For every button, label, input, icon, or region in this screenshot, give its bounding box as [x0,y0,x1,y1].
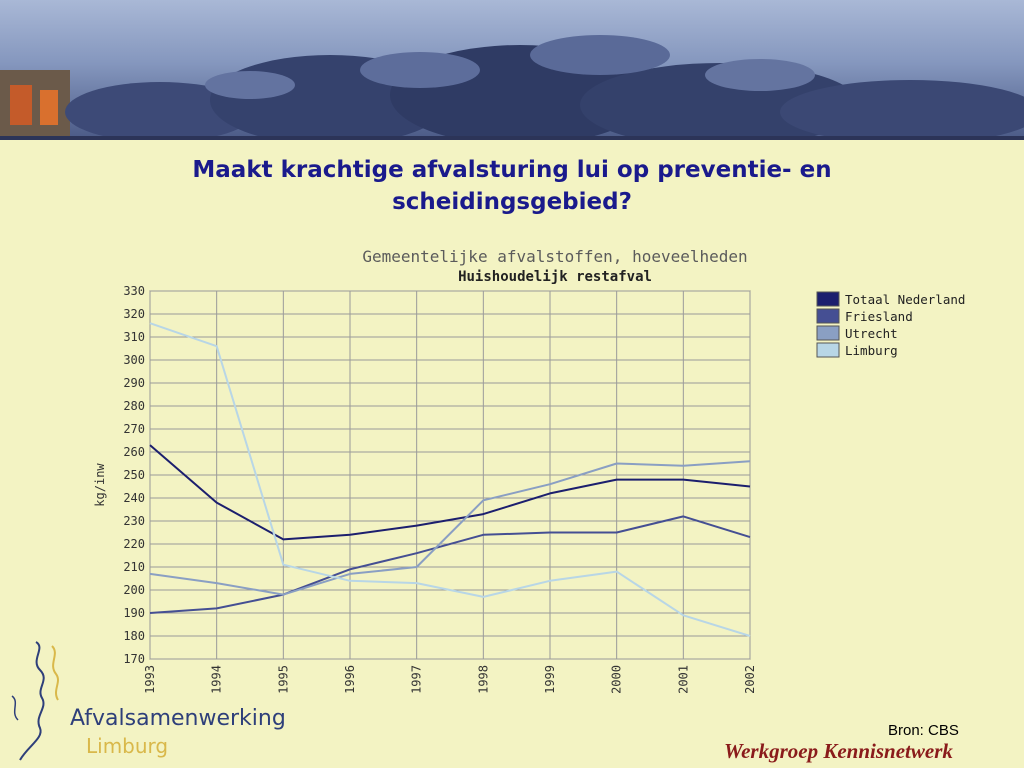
chart-subtitle: Huishoudelijk restafval [458,269,652,285]
legend-swatch [817,326,839,340]
legend [817,292,965,358]
x-tick-label: 2002 [743,665,757,694]
legend-swatch [817,292,839,306]
y-tick-label: 190 [123,606,145,620]
y-tick-label: 200 [123,583,145,597]
x-tick-label: 1998 [476,665,491,694]
x-tick-label: 1993 [143,665,157,694]
legend-label: Totaal Nederland [845,292,966,307]
y-tick-label: 230 [123,514,145,528]
logo-text-main: Afvalsamenwerking [70,706,286,731]
x-tick-label: 2000 [609,665,624,694]
y-tick-label: 240 [123,491,145,505]
x-tick-label: 1997 [409,665,424,694]
x-tick-label: 2001 [676,665,691,694]
legend-label: Friesland [845,309,913,324]
y-tick-label: 210 [123,560,145,574]
y-tick-label: 280 [123,399,145,413]
x-tick-label: 1994 [209,665,224,694]
footer-brand: Werkgroep Kennisnetwerk [724,739,953,763]
y-tick-label: 260 [123,445,145,459]
legend-swatch [817,309,839,323]
legend-label: Limburg [845,343,898,358]
y-tick-label: 180 [123,629,145,643]
y-tick-label: 300 [123,353,145,367]
series-lines [150,323,750,636]
y-tick-label: 310 [123,330,145,344]
y-axis-label: kg/inw [93,463,107,507]
y-tick-label: 170 [123,652,145,666]
y-tick-labels [123,284,145,666]
x-tick-label: 1999 [543,665,557,694]
slide-title: Maakt krachtige afvalsturing lui op preventie- en scheidingsgebied? [192,157,832,215]
series-line-totaal-nederland [150,445,750,539]
y-tick-label: 250 [123,468,145,482]
y-tick-label: 320 [123,307,145,321]
y-tick-label: 290 [123,376,145,390]
legend-swatch [817,343,839,357]
series-line-utrecht [150,461,750,594]
x-tick-label: 1995 [276,665,291,694]
chart-title: Gemeentelijke afvalstoffen, hoeveelheden [362,247,748,266]
series-line-friesland [150,516,750,613]
y-tick-label: 270 [123,422,145,436]
y-tick-label: 330 [123,284,145,298]
source-note: Bron: CBS [888,722,959,739]
x-tick-label: 1996 [343,665,357,694]
y-tick-label: 220 [123,537,145,551]
logo-text-sub: Limburg [86,734,169,758]
legend-label: Utrecht [845,326,898,341]
